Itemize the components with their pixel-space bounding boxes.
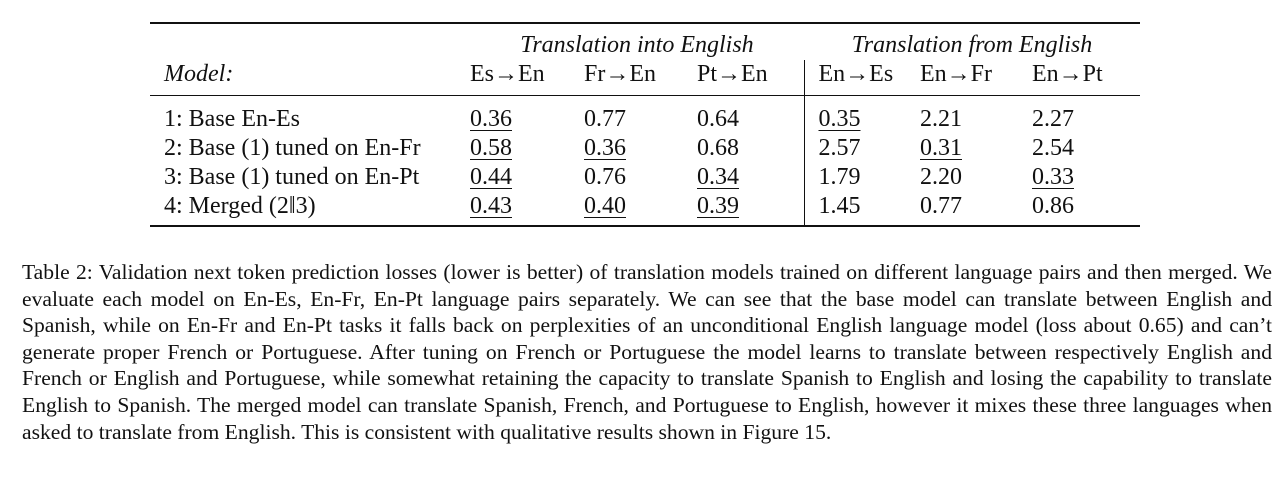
model-column-header: Model: (164, 61, 234, 87)
table-row (150, 96, 1140, 135)
column-header: En→Pt (1032, 61, 1103, 87)
column-header: Pt→En (697, 61, 768, 87)
loss-value: 0.40 (584, 193, 626, 219)
table-row (150, 163, 1140, 192)
loss-value: 2.27 (1032, 106, 1074, 132)
loss-value: 0.36 (470, 106, 512, 132)
model-name: 1: Base En-Es (164, 106, 300, 132)
loss-value: 0.33 (1032, 164, 1074, 190)
model-name: 4: Merged (2‖3) (164, 193, 316, 219)
loss-value: 0.64 (697, 106, 739, 132)
loss-value: 1.45 (818, 193, 861, 219)
loss-value: 0.58 (470, 135, 512, 161)
loss-value: 0.36 (584, 135, 626, 161)
results-table (150, 22, 1140, 227)
model-name: 3: Base (1) tuned on En-Pt (164, 164, 420, 190)
table-caption: Table 2: Validation next token prediction losses (lower is better) of translation models trained on different language pairs and then merged. We evaluate each model on En-Es, En-Fr, En-Pt language pairs separately. We can see that the base model can translate between English and Spanish, while on En-Fr and En-Pt tasks it falls back on perplexities of an unconditional English language model (loss about 0.65) and can’t generate proper French or Portuguese. After tuning on French or Portuguese the model learns to translate between respectively English and French or English and Portuguese, while somewhat retaining the capacity to translate Spanish to English and losing the capability to translate English to Spanish. The merged model can translate Spanish, French, and Portuguese to English, however it mixes these three languages when asked to translate from English. This is consistent with qualitative results shown in Figure 15. (22, 260, 1272, 444)
loss-value: 0.43 (470, 193, 512, 219)
column-header: En→Es (804, 60, 920, 96)
loss-value: 2.21 (920, 106, 962, 132)
loss-value: 0.31 (920, 135, 962, 161)
loss-value: 2.20 (920, 164, 962, 190)
loss-value: 2.54 (1032, 135, 1074, 161)
column-header: En→Fr (920, 61, 992, 87)
loss-value: 0.68 (697, 135, 739, 161)
column-header: Es→En (470, 61, 545, 87)
group-header-from-english: Translation from English (851, 32, 1093, 58)
column-header: Fr→En (584, 61, 656, 87)
loss-value: 0.39 (697, 193, 739, 219)
table-row (150, 134, 1140, 163)
loss-value: 2.57 (818, 135, 861, 161)
loss-value: 1.79 (818, 164, 861, 190)
empty-header-cell (150, 23, 470, 60)
model-name: 2: Base (1) tuned on En-Fr (164, 135, 421, 161)
loss-value: 0.44 (470, 164, 512, 190)
loss-value: 0.76 (584, 164, 626, 190)
loss-value: 0.86 (1032, 193, 1074, 219)
group-header-into-english: Translation into English (520, 32, 754, 58)
results-table-container (150, 22, 1140, 227)
loss-value: 0.77 (920, 193, 962, 219)
loss-value: 0.35 (818, 106, 861, 132)
table-row (150, 192, 1140, 226)
loss-value: 0.34 (697, 164, 739, 190)
loss-value: 0.77 (584, 106, 626, 132)
